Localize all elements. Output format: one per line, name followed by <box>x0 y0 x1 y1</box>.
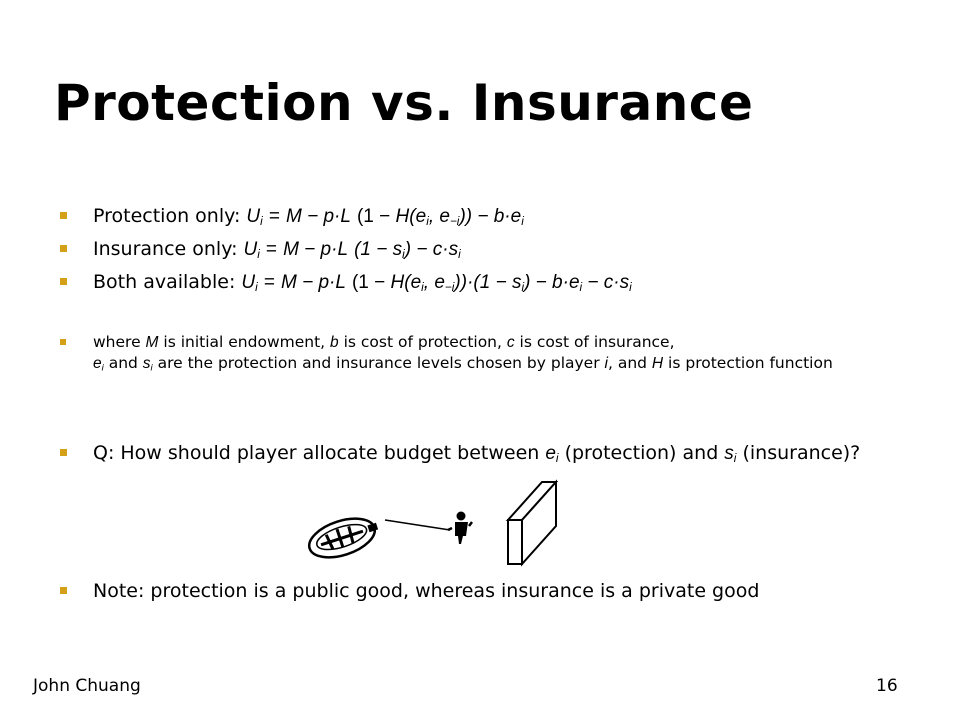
math-var: b <box>330 334 339 351</box>
math-sub: i <box>101 362 104 374</box>
text-run: is cost of insurance, <box>514 333 675 351</box>
bullet-square-icon <box>60 212 67 219</box>
math-sub: i <box>733 451 737 465</box>
math-sub: i <box>257 247 260 261</box>
math-sub: i <box>629 280 632 294</box>
bomb-and-wall-illustration <box>300 478 570 578</box>
math-sub: i <box>402 247 405 261</box>
bullet-square-icon <box>60 278 67 285</box>
text-run: (insurance)? <box>736 442 861 464</box>
bullet-square-icon <box>60 339 66 345</box>
math-term: ))·(1 − s <box>454 272 522 293</box>
slide-title: Protection vs. Insurance <box>54 74 754 132</box>
text-run: are the protection and insurance levels chosen by player <box>152 354 605 372</box>
math-term: (1 − <box>351 272 391 293</box>
math-sub: i <box>579 280 583 294</box>
math-term: (1 − <box>356 206 396 227</box>
math-term: (1 − s <box>354 239 403 260</box>
math-var: H <box>651 355 664 372</box>
math-var: i <box>604 355 608 372</box>
wall-icon <box>508 482 556 564</box>
text-run: (protection) and <box>558 442 725 464</box>
text-run: where <box>93 333 146 351</box>
text-run: is initial endowment, <box>158 333 331 351</box>
math-term: − c·s <box>582 272 630 293</box>
math-term: (e <box>404 272 422 293</box>
math-sub: i <box>521 214 524 228</box>
text-run: and <box>103 354 143 372</box>
bullet-label: Insurance only: <box>93 238 238 260</box>
math-eq: = <box>265 239 278 260</box>
math-u: U <box>241 272 256 293</box>
person-icon <box>448 512 472 545</box>
bullet-note <box>60 578 920 604</box>
math-term: (e <box>409 206 427 227</box>
footer-author: John Chuang <box>33 676 141 696</box>
math-term: M − p·L <box>283 239 349 260</box>
math-u: U <box>246 206 261 227</box>
math-u: U <box>243 239 258 260</box>
bullet-label: Both available: <box>93 271 236 293</box>
math-var: e <box>545 443 556 464</box>
math-sub: i <box>255 280 258 294</box>
math-h: H <box>390 272 405 293</box>
math-term: , e <box>423 272 445 293</box>
text-run: , and <box>607 354 652 372</box>
math-var: e <box>93 355 102 372</box>
math-var: s <box>142 355 151 372</box>
bullet-square-icon <box>60 587 67 594</box>
bullet-insurance-only <box>60 236 920 262</box>
math-eq: = <box>268 206 280 227</box>
text-run: Q: How should player allocate budget between <box>93 442 546 464</box>
math-var: s <box>724 443 734 464</box>
bullet-where-definitions <box>60 332 920 398</box>
fuse-line <box>385 520 450 530</box>
math-term: ) − c·s <box>404 239 459 260</box>
bullet-both-available <box>60 269 920 295</box>
math-term: )) − b·e <box>459 206 522 227</box>
bullet-protection-only <box>60 203 920 229</box>
math-term: M − p·L <box>280 272 346 293</box>
math-sub: −i <box>444 280 455 294</box>
math-sub: i <box>521 280 525 294</box>
note-text: Note: protection is a public good, whereas insurance is a private good <box>93 580 760 602</box>
math-sub: −i <box>449 214 460 228</box>
math-term: ) − b·e <box>524 272 580 293</box>
math-var: M <box>145 334 159 351</box>
text-run: is cost of protection, <box>338 333 507 351</box>
math-sub: i <box>426 214 429 228</box>
math-term: M − p·L <box>285 206 351 227</box>
bomb-icon <box>304 510 382 564</box>
text-run: is protection function <box>663 354 833 372</box>
math-h: H <box>395 206 410 227</box>
math-sub: i <box>150 362 153 374</box>
math-term: , e <box>428 206 450 227</box>
math-sub: i <box>260 214 263 228</box>
math-sub: i <box>421 280 424 294</box>
math-eq: = <box>263 272 275 293</box>
math-var: c <box>506 334 515 351</box>
bullet-label: Protection only: <box>93 205 241 227</box>
bullet-square-icon <box>60 449 67 456</box>
math-sub: i <box>458 247 461 261</box>
math-sub: i <box>555 451 559 465</box>
page-number: 16 <box>876 676 898 696</box>
bullet-square-icon <box>60 245 67 252</box>
